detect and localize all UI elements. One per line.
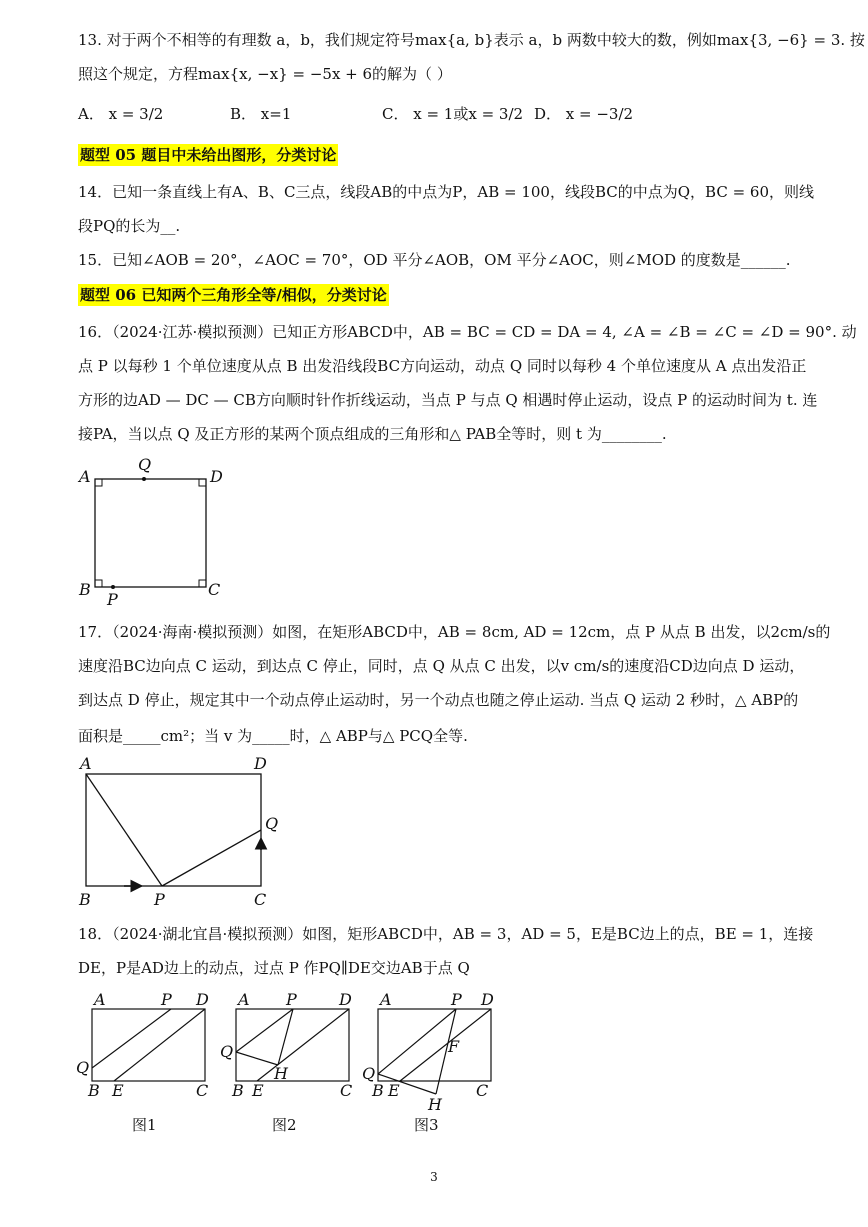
label-d: D [196,990,209,1009]
q18-line1: 18．（2024·湖北宜昌·模拟预测）如图，矩形ABCD中，AB = 3，AD = 5，E是BC边上的点，BE = 1，连接 [78,925,814,943]
label-b: B [372,1081,384,1100]
label-h: H [428,1095,442,1114]
segment-qh [378,1074,436,1094]
segment-de [257,1009,349,1081]
label-q: Q [362,1064,376,1083]
label-f: F [448,1037,460,1056]
segment-pq [236,1009,293,1052]
q13-option-b: B． x=1 [230,105,292,123]
q13-option-a: A． x = 3/2 [78,105,164,123]
page-number: 3 [430,1170,438,1184]
rectangle-abcd [92,1009,205,1081]
label-p: P [161,990,172,1009]
label-c: C [340,1081,353,1100]
label-b: B [232,1081,244,1100]
q17-line1: 17．（2024·海南·模拟预测）如图，在矩形ABCD中，AB = 8cm, AD = 12cm，点 P 从点 B 出发，以2cm/s的 [78,623,831,641]
label-a: A [94,990,106,1009]
section-05-heading: 题型 05 题目中未给出图形，分类讨论 [80,146,337,164]
q17-line2: 速度沿BC边向点 C 运动，到达点 C 停止，同时，点 Q 从点 C 出发，以v cm/s的速度沿CD边向点 D 运动， [78,657,805,675]
q17-line3: 到达点 D 停止，规定其中一个动点停止运动时，另一个动点也随之停止运动. 当点 Q 运动 2 秒时，△ ABP的 [78,691,799,709]
label-c: C [254,890,267,909]
rectangle-abcd [236,1009,349,1081]
q13-line2: 照这个规定，方程max{x, −x} = −5x + 6的解为（ ） [78,65,452,83]
segment-de [114,1009,205,1081]
label-a: A [80,754,92,773]
q18-figure-1 [74,990,224,1140]
right-angle-a [95,479,102,486]
q18-figure-3 [358,990,508,1140]
q13-option-d: D． x = −3/2 [534,105,634,123]
label-q: Q [265,814,279,833]
right-angle-d [199,479,206,486]
label-d: D [254,754,267,773]
label-c: C [476,1081,489,1100]
label-q: Q [220,1042,234,1061]
label-a: A [238,990,250,1009]
q17-rectangle-figure [76,752,296,910]
label-p: P [286,990,297,1009]
segment-ph [278,1009,293,1065]
label-c: C [196,1081,209,1100]
label-d: D [339,990,352,1009]
q16-line2: 点 P 以每秒 1 个单位速度从点 B 出发沿线段BC方向运动，动点 Q 同时以每秒 4 个单位速度从 A 点出发沿正 [78,357,807,375]
segment-ap [86,774,162,886]
segment-pq [162,830,261,886]
right-angle-c [199,580,206,587]
q14-line1: 14．已知一条直线上有A、B、C三点，线段AB的中点为P，AB = 100，线段BC的中点为Q，BC = 60，则线 [78,183,815,201]
q13-line1: 13. 对于两个不相等的有理数 a，b，我们规定符号max{a, b}表示 a，b 两数中较大的数，例如max{3, −6} = 3. 按 [78,31,865,49]
q16-line3: 方形的边AD — DC — CB方向顺时针作折线运动，当点 P 与点 Q 相遇时停止运动，设点 P 的运动时间为 t. 连 [78,391,818,409]
right-angle-b [95,580,102,587]
q16-line1: 16．（2024·江苏·模拟预测）已知正方形ABCD中，AB = BC = CD = DA = 4, ∠A = ∠B = ∠C = ∠D = 90°. 动 [78,323,857,341]
label-e: E [388,1081,400,1100]
label-b: B [79,890,91,909]
square-abcd [95,479,206,587]
label-d: D [481,990,494,1009]
point-p [111,585,115,589]
q17-line4: 面积是_____cm²；当 v 为_____时，△ ABP与△ PCQ全等. [78,727,468,745]
label-p: P [154,890,165,909]
caption-fig3: 图3 [414,1116,439,1134]
q15-line1: 15．已知∠AOB = 20°，∠AOC = 70°，OD 平分∠AOB，OM 平分∠AOC，则∠MOD 的度数是______. [78,251,791,269]
label-h: H [274,1064,288,1083]
label-b: B [88,1081,100,1100]
rectangle-abcd [86,774,261,886]
label-a: A [79,467,91,486]
section-06-heading: 题型 06 已知两个三角形全等/相似，分类讨论 [80,286,387,304]
q18-figure-2 [216,990,366,1140]
q16-line4: 接PA，当以点 Q 及正方形的某两个顶点组成的三角形和△ PAB全等时，则 t 为________. [78,425,667,443]
segment-pq [92,1009,171,1068]
segment-pq [378,1009,456,1074]
caption-fig2: 图2 [272,1116,297,1134]
label-c: C [208,580,221,599]
label-e: E [252,1081,264,1100]
q16-square-figure [76,452,236,608]
caption-fig1: 图1 [132,1116,157,1134]
q18-line2: DE，P是AD边上的动点，过点 P 作PQ∥DE交边AB于点 Q [78,959,470,977]
label-q: Q [138,455,152,474]
segment-qh [236,1052,278,1065]
label-e: E [112,1081,124,1100]
q13-option-c: C． x = 1或x = 3/2 [382,105,524,123]
label-p: P [451,990,462,1009]
label-b: B [79,580,91,599]
q14-line2: 段PQ的长为__. [78,217,181,235]
rectangle-abcd [378,1009,491,1081]
label-p: P [107,590,118,608]
label-q: Q [76,1058,90,1077]
label-a: A [380,990,392,1009]
label-d: D [210,467,223,486]
point-q [142,477,146,481]
